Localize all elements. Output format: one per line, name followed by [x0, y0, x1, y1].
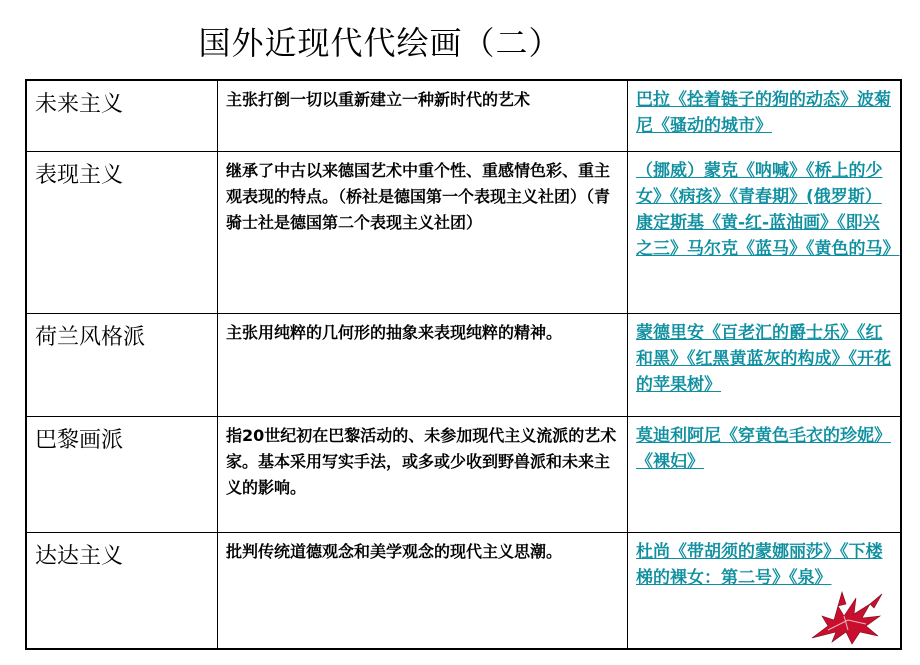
representative-works-cell	[628, 152, 902, 314]
table-row	[26, 533, 901, 650]
representative-works-cell	[628, 80, 902, 152]
table-row	[26, 152, 901, 314]
movement-description: 继承了中古以来德国艺术中重个性、重感情色彩、重主观表现的特点。（桥社是德国第一个表现主义社团）（青骑士社是德国第二个表现主义社团）	[218, 152, 628, 314]
slide-title: 国外近现代代绘画（二）	[198, 24, 562, 62]
table-row	[26, 80, 901, 152]
art-movements-table	[25, 79, 902, 650]
representative-works-cell	[628, 417, 902, 533]
table-row	[26, 314, 901, 417]
movement-name: 巴黎画派	[26, 417, 218, 533]
movement-name: 表现主义	[26, 152, 218, 314]
representative-works-link[interactable]: 莫迪利阿尼《穿黄色毛衣的珍妮》《裸妇》	[636, 426, 891, 472]
movement-name: 未来主义	[26, 80, 218, 152]
movement-description: 主张用纯粹的几何形的抽象来表现纯粹的精神。	[218, 314, 628, 417]
representative-works-link[interactable]: 杜尚《带胡须的蒙娜丽莎》《下楼梯的裸女：第二号》《泉》	[636, 542, 883, 588]
representative-works-cell	[628, 314, 902, 417]
table-row	[26, 417, 901, 533]
decorative-dancer-figure	[808, 586, 886, 648]
movement-name: 达达主义	[26, 533, 218, 650]
movement-description: 批判传统道德观念和美学观念的现代主义思潮。	[218, 533, 628, 650]
movement-description: 主张打倒一切以重新建立一种新时代的艺术	[218, 80, 628, 152]
movement-description: 指20世纪初在巴黎活动的、未参加现代主义流派的艺术家。基本采用写实手法，或多或少收到野兽派和未来主义的影响。	[218, 417, 628, 533]
representative-works-link[interactable]: （挪威）蒙克《呐喊》《桥上的少女》《病孩》《青春期》(俄罗斯）康定斯基《黄-红-蓝油画》《即兴之三》马尔克《蓝马》《黄色的马》	[636, 161, 900, 259]
representative-works-link[interactable]: 巴拉《拴着链子的狗的动态》波菊尼《骚动的城市》	[636, 90, 891, 136]
representative-works-link[interactable]: 蒙德里安《百老汇的爵士乐》《红和黑》《红黑黄蓝灰的构成》《开花的苹果树》	[636, 323, 891, 395]
movement-name: 荷兰风格派	[26, 314, 218, 417]
